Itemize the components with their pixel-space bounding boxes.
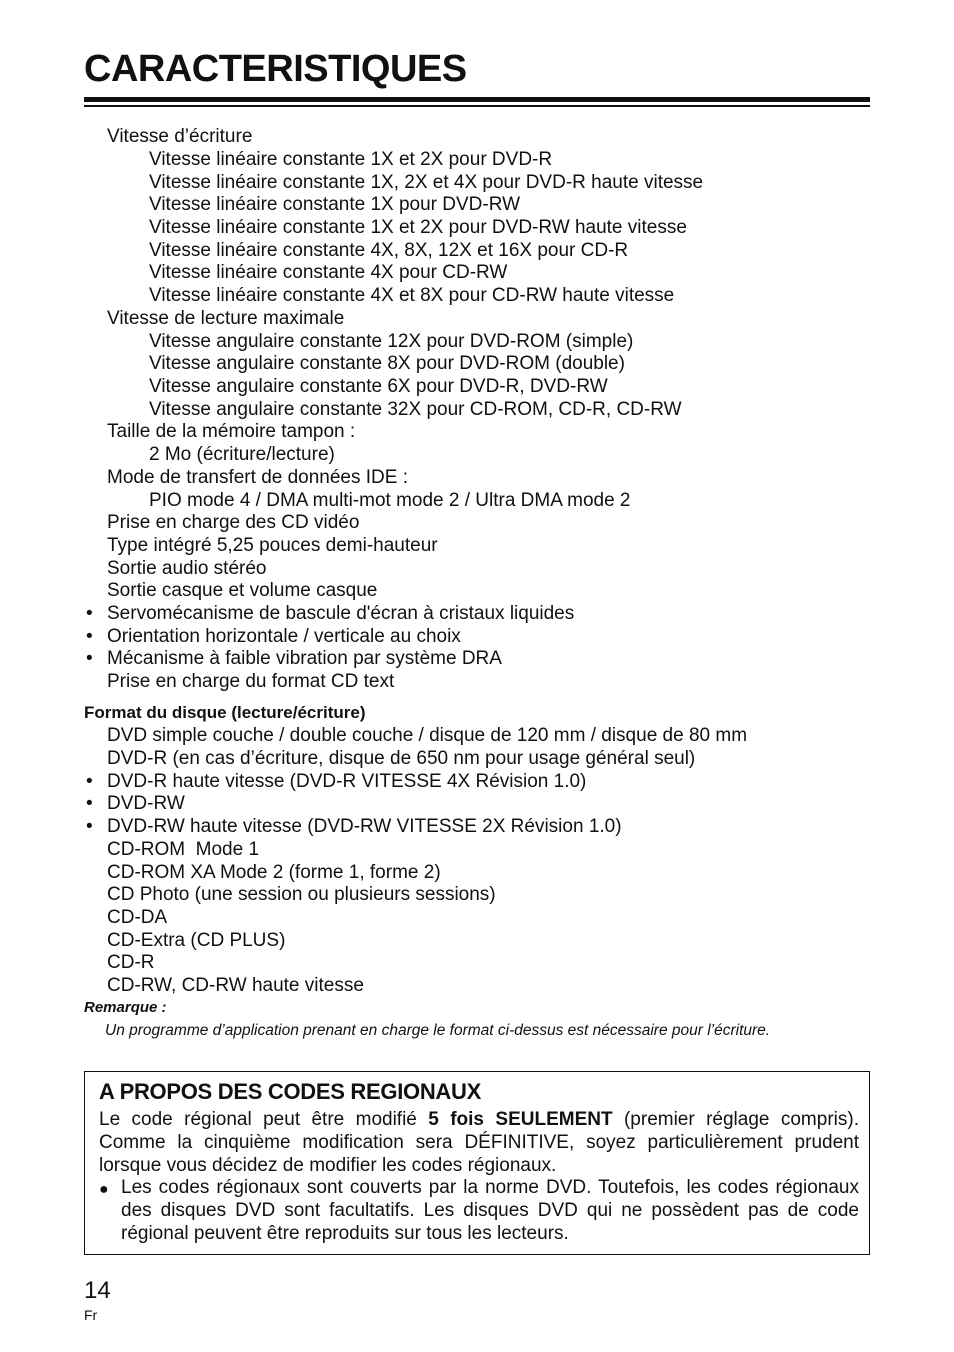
language-code: Fr [84,1307,98,1323]
read-speed-item: Vitesse angulaire constante 32X pour CD-ROM, CD-R, CD-RW [149,399,682,420]
region-codes-bullet-text: Les codes régionaux sont couverts par la norme DVD. Toutefois, les codes régionaux des disques DVD sont facultatifs. Les disques DVD qui ne possèdent pas de code régional peuvent être reproduits sur tous les lecteurs. [121,1177,859,1244]
title-rule-thin [84,105,870,107]
disc-format-bullet-item: DVD-RW [107,793,185,814]
page-number: 14 [84,1277,111,1304]
buffer-label: Taille de la mémoire tampon : [107,421,356,442]
disc-format-item: CD-ROM Mode 1 [107,839,260,860]
disc-format-heading: Format du disque (lecture/écriture) [84,703,366,722]
region-codes-title: A PROPOS DES CODES REGIONAUX [99,1079,481,1104]
page-title: CARACTERISTIQUES [84,48,467,90]
disc-format-item: CD-DA [107,907,168,928]
write-speed-item: Vitesse linéaire constante 1X et 2X pour DVD-RW haute vitesse [149,217,687,238]
read-speed-item: Vitesse angulaire constante 6X pour DVD-R, DVD-RW [149,376,608,397]
disc-format-item: CD-Extra (CD PLUS) [107,930,286,951]
disc-format-bullet-item: DVD-R haute vitesse (DVD-R VITESSE 4X Révision 1.0) [107,771,587,792]
feature-bullet-item: Mécanisme à faible vibration par système DRA [107,648,502,669]
write-speed-item: Vitesse linéaire constante 1X, 2X et 4X pour DVD-R haute vitesse [149,172,704,193]
bullet-icon: • [86,793,93,814]
write-speed-label: Vitesse d’écriture [107,126,253,147]
write-speed-item: Vitesse linéaire constante 4X, 8X, 12X et 16X pour CD-R [149,240,629,261]
region-para-text: (premier réglage compris). Comme la cinquième modification sera DÉFINITIVE, soyez particulièrement prudent lorsque vous décidez de modifier les codes régionaux. [99,1109,859,1176]
feature-item: Prise en charge du format CD text [107,671,395,692]
region-codes-paragraph [99,1108,859,1177]
feature-item: Sortie casque et volume casque [107,580,378,601]
read-speed-label: Vitesse de lecture maximale [107,308,345,329]
disc-format-item: CD-RW, CD-RW haute vitesse [107,975,364,996]
read-speed-item: Vitesse angulaire constante 12X pour DVD-ROM (simple) [149,331,634,352]
feature-item: Type intégré 5,25 pouces demi-hauteur [107,535,438,556]
bullet-icon: • [86,626,93,647]
region-codes-box [84,1071,870,1255]
disc-format-item: CD-R [107,952,155,973]
write-speed-item: Vitesse linéaire constante 1X et 2X pour DVD-R [149,149,553,170]
buffer-value: 2 Mo (écriture/lecture) [149,444,335,465]
disc-format-item: CD Photo (une session ou plusieurs sessions) [107,884,496,905]
write-speed-item: Vitesse linéaire constante 4X pour CD-RW [149,262,508,283]
bullet-icon: • [86,816,93,837]
bullet-icon: • [86,771,93,792]
bullet-icon: • [86,603,93,624]
write-speed-item: Vitesse linéaire constante 1X pour DVD-RW [149,194,521,215]
disc-format-bullet-item: DVD-RW haute vitesse (DVD-RW VITESSE 2X Révision 1.0) [107,816,622,837]
feature-item: Sortie audio stéréo [107,558,267,579]
region-para-text: Le code régional peut être modifié [99,1109,429,1130]
region-para-emphasis: 5 fois SEULEMENT [428,1109,613,1130]
read-speed-item: Vitesse angulaire constante 8X pour DVD-ROM (double) [149,353,625,374]
feature-item: Prise en charge des CD vidéo [107,512,360,533]
disc-format-item: DVD simple couche / double couche / disque de 120 mm / disque de 80 mm [107,725,748,746]
remark-label: Remarque : [84,999,167,1016]
disc-format-item: CD-ROM XA Mode 2 (forme 1, forme 2) [107,862,441,883]
bullet-icon: ● [99,1181,109,1198]
disc-format-item: DVD-R (en cas d’écriture, disque de 650 nm pour usage général seul) [107,748,696,769]
ide-value: PIO mode 4 / DMA multi-mot mode 2 / Ultra DMA mode 2 [149,490,631,511]
write-speed-item: Vitesse linéaire constante 4X et 8X pour CD-RW haute vitesse [149,285,675,306]
ide-label: Mode de transfert de données IDE : [107,467,409,488]
bullet-icon: • [86,648,93,669]
remark-text: Un programme d’application prenant en charge le format ci-dessus est nécessaire pour l’écriture. [105,1022,771,1039]
feature-bullet-item: Orientation horizontale / verticale au choix [107,626,461,647]
feature-bullet-item: Servomécanisme de bascule d'écran à cristaux liquides [107,603,575,624]
title-rule-thick [84,97,870,102]
